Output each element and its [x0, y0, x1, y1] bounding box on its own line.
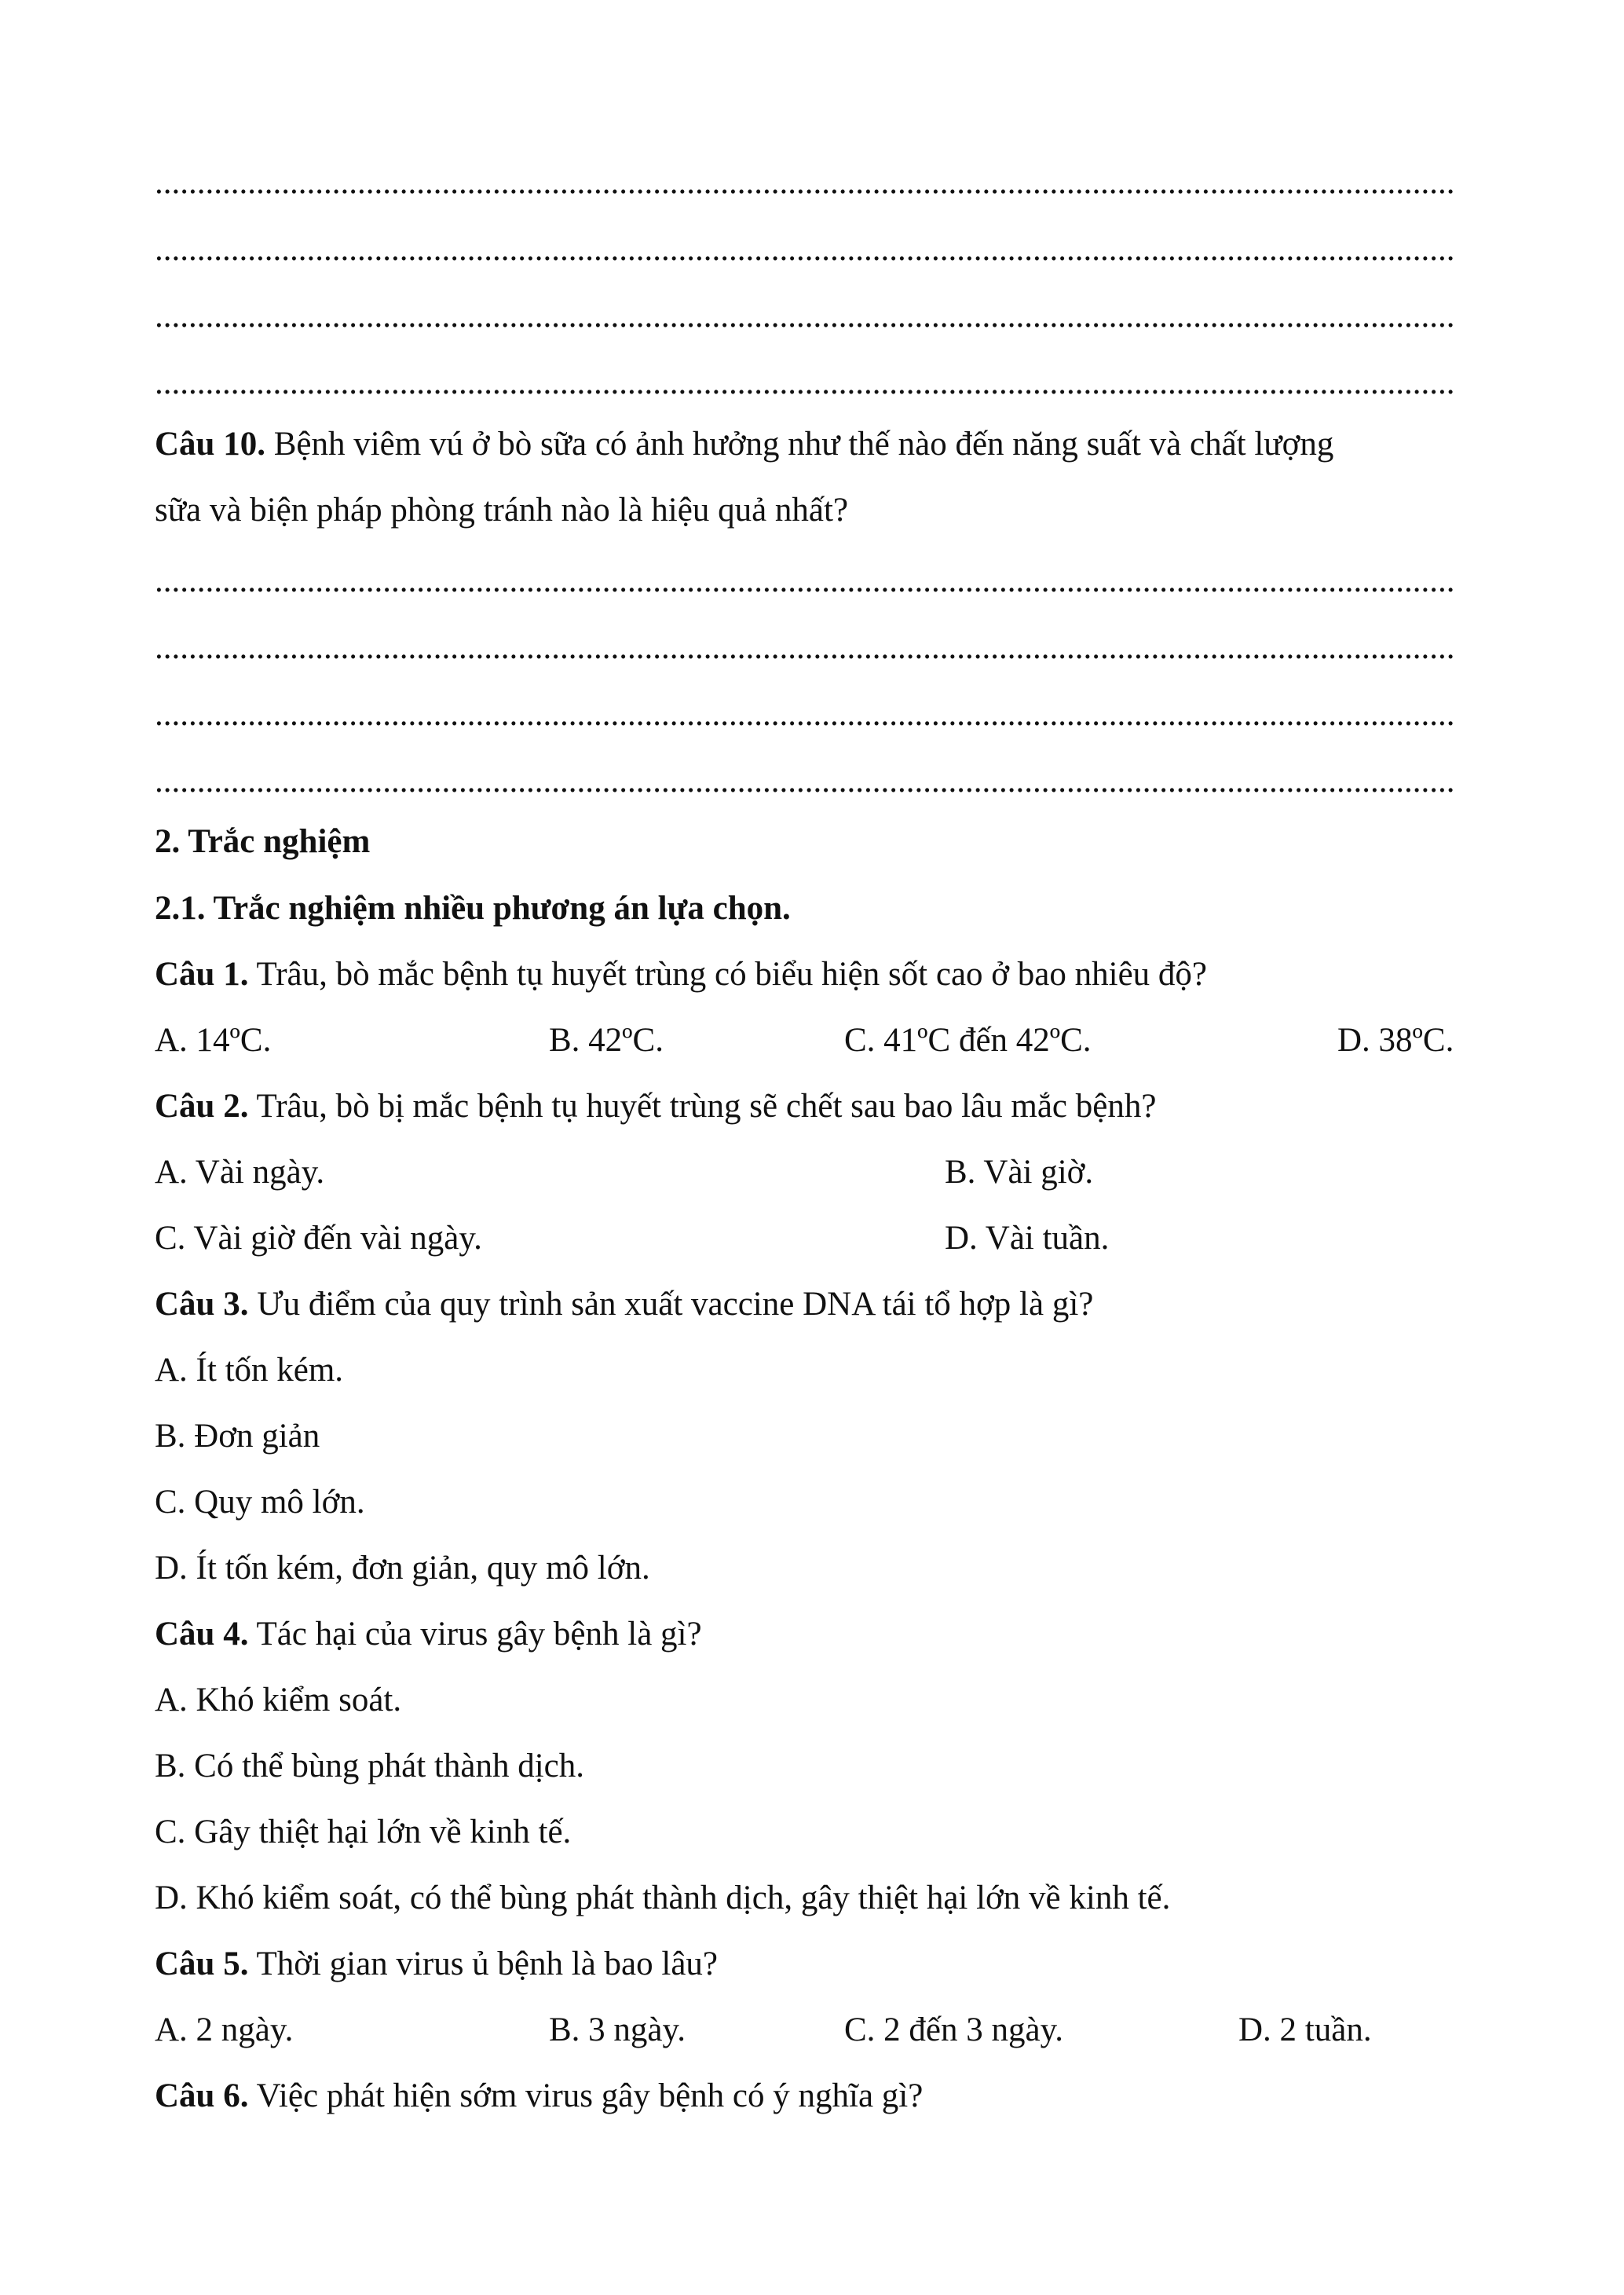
question-text: Thời gian virus ủ bệnh là bao lâu?	[248, 1945, 718, 1982]
question-text: Việc phát hiện sớm virus gây bệnh có ý nghĩa gì?	[248, 2077, 924, 2114]
question-label: Câu 1.	[155, 956, 249, 993]
question-label: Câu 5.	[155, 1945, 249, 1982]
question-6	[155, 2074, 923, 2118]
option-b: B. 3 ngày.	[549, 2011, 686, 2048]
question-text: Trâu, bò bị mắc bệnh tụ huyết trùng sẽ chết sau bao lâu mắc bệnh?	[248, 1088, 1157, 1125]
subsection-heading: 2.1. Trắc nghiệm nhiều phương án lựa chọn.	[155, 890, 791, 927]
option-d: D. 2 tuần.	[1238, 2011, 1372, 2048]
option-a: A. 14ºC.	[155, 1022, 272, 1059]
question-3	[155, 1283, 1093, 1327]
answer-line: ..........................................................................................................................................................	[155, 298, 1455, 335]
option-b: B. Có thể bùng phát thành dịch.	[155, 1748, 584, 1784]
answer-line: ..........................................................................................................................................................	[155, 364, 1455, 401]
option-a: A. 2 ngày.	[155, 2011, 294, 2048]
option-c: C. 2 đến 3 ngày.	[844, 2011, 1064, 2048]
question-label: Câu 6.	[155, 2077, 249, 2114]
answer-line: ..........................................................................................................................................................	[155, 164, 1455, 201]
option-b: B. Vài giờ.	[945, 1154, 1094, 1191]
answer-line: ..........................................................................................................................................................	[155, 231, 1455, 268]
option-c: C. Quy mô lớn.	[155, 1484, 365, 1521]
question-text: Tác hại của virus gây bệnh là gì?	[248, 1616, 702, 1653]
question-5	[155, 1942, 718, 1986]
question-label: Câu 10.	[155, 426, 265, 463]
question-label: Câu 4.	[155, 1616, 249, 1653]
question-1	[155, 953, 1207, 997]
answer-line: ..........................................................................................................................................................	[155, 763, 1455, 800]
option-b: B. Đơn giản	[155, 1418, 320, 1455]
question-10-continuation: sữa và biện pháp phòng tránh nào là hiệu quả nhất?	[155, 492, 849, 529]
option-c: C. Vài giờ đến vài ngày.	[155, 1220, 482, 1257]
answer-line: ..........................................................................................................................................................	[155, 696, 1455, 733]
option-b: B. 42ºC.	[549, 1022, 664, 1059]
option-d: D. 38ºC.	[1337, 1022, 1454, 1059]
option-a: A. Khó kiểm soát.	[155, 1682, 402, 1719]
question-label: Câu 2.	[155, 1088, 249, 1125]
option-d: D. Ít tốn kém, đơn giản, quy mô lớn.	[155, 1550, 650, 1587]
option-c: C. 41ºC đến 42ºC.	[844, 1022, 1092, 1059]
question-text: Bệnh viêm vú ở bò sữa có ảnh hưởng như thế nào đến năng suất và chất lượng	[265, 426, 1334, 463]
answer-line: ..........................................................................................................................................................	[155, 629, 1455, 666]
option-a: A. Vài ngày.	[155, 1154, 325, 1191]
question-text: Ưu điểm của quy trình sản xuất vaccine DNA tái tổ hợp là gì?	[248, 1286, 1094, 1323]
option-d: D. Vài tuần.	[945, 1220, 1110, 1257]
question-4	[155, 1612, 702, 1656]
option-c: C. Gây thiệt hại lớn về kinh tế.	[155, 1814, 572, 1850]
question-10	[155, 423, 1333, 467]
answer-line: ..........................................................................................................................................................	[155, 562, 1455, 599]
option-d: D. Khó kiểm soát, có thể bùng phát thành dịch, gây thiệt hại lớn về kinh tế.	[155, 1880, 1171, 1916]
section-heading: 2. Trắc nghiệm	[155, 823, 371, 860]
option-a: A. Ít tốn kém.	[155, 1352, 344, 1389]
question-2	[155, 1085, 1156, 1129]
question-label: Câu 3.	[155, 1286, 249, 1323]
question-text: Trâu, bò mắc bệnh tụ huyết trùng có biểu hiện sốt cao ở bao nhiêu độ?	[248, 956, 1207, 993]
